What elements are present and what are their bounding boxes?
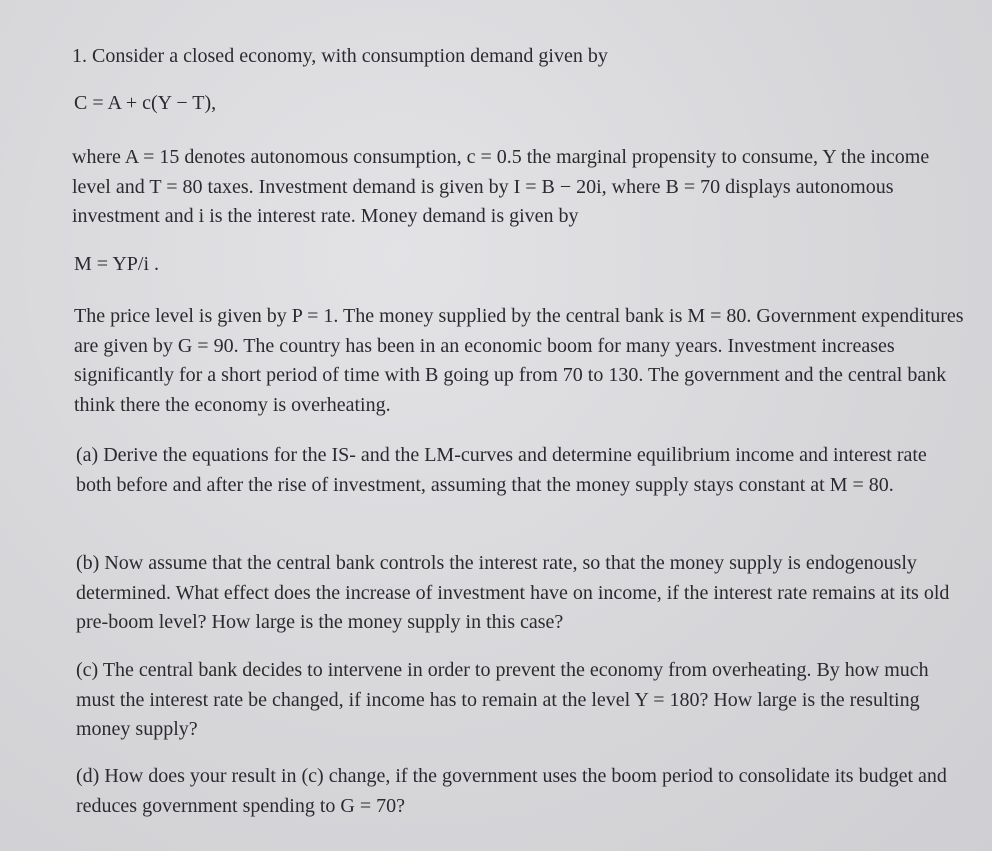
- problem-intro: 1. Consider a closed economy, with consumption demand given by: [72, 45, 608, 67]
- scenario-paragraph: The price level is given by P = 1. The money supplied by the central bank is M = 80. Government expenditures are given by G = 90. The country has been in an economic boom for many years. Investment increases significantly for a short period of time with B going up from 70 to 130. The government and the central bank think there the economy is overheating.: [74, 305, 964, 416]
- money-demand-equation: M = YP/i .: [74, 253, 159, 275]
- question-part-d: (d) How does your result in (c) change, if the government uses the boom period to consolidate its budget and reduces government spending to G = 70?: [76, 765, 947, 817]
- consumption-equation: C = A + c(Y − T),: [74, 92, 217, 114]
- question-part-c: (c) The central bank decides to intervene in order to prevent the economy from overheating. By how much must the interest rate be changed, if income has to remain at the level Y = 180? How large is the resulting money supply?: [76, 659, 929, 740]
- variable-definitions: where A = 15 denotes autonomous consumption, c = 0.5 the marginal propensity to consume, Y the income level and T = 80 taxes. Investment demand is given by I = B − 20i, where B = 70 displays autonomous investment and i is the interest rate. Money demand is given by: [72, 146, 930, 227]
- question-part-a: (a) Derive the equations for the IS- and the LM-curves and determine equilibrium income and interest rate both before and after the rise of investment, assuming that the money supply stays constant at M = 80.: [76, 444, 927, 496]
- question-part-b: (b) Now assume that the central bank controls the interest rate, so that the money supply is endogenously determined. What effect does the increase of investment have on income, if the interest rate remains at its old pre-boom level? How large is the money supply in this case?: [76, 552, 950, 633]
